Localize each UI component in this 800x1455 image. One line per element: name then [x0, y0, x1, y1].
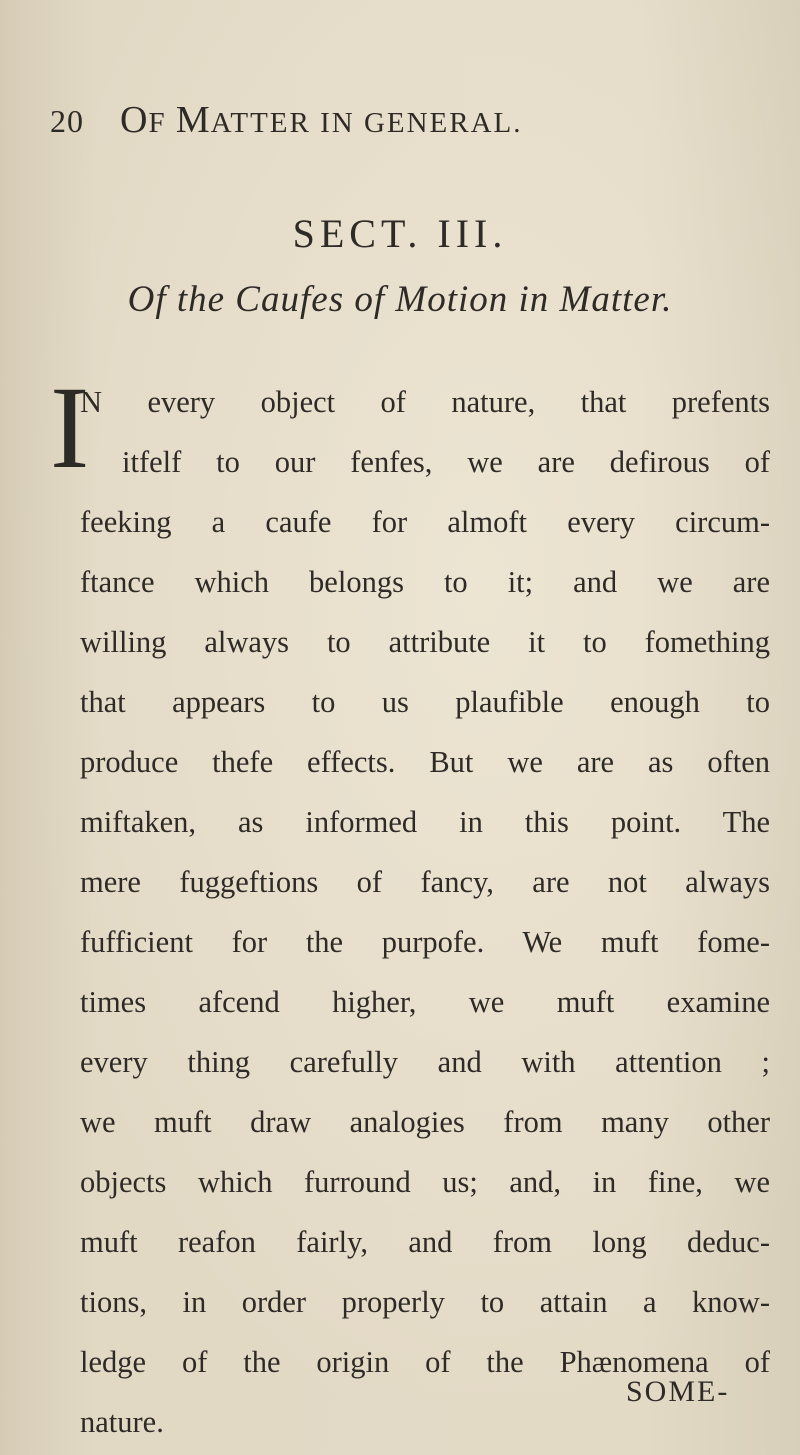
text-line: N every object of nature, that prefents [80, 385, 770, 419]
text-line: nature. [80, 1405, 164, 1439]
opening-lines [50, 362, 770, 493]
text-line: muft reafon fairly, and from long deduc- [80, 1225, 770, 1259]
text-line: times afcend higher, we muft examine [80, 985, 770, 1019]
drop-cap: I [50, 362, 90, 493]
text-line: produce thefe effects. But we are as often [80, 745, 770, 779]
section-heading: SECT. III. [292, 211, 508, 256]
catchword: SOME- [626, 1375, 730, 1408]
section-subtitle: Of the Caufes of Motion in Matter. [127, 279, 673, 320]
text-line: ftance which belongs to it; and we are [80, 565, 770, 599]
text-line: tions, in order properly to attain a know- [80, 1285, 770, 1319]
running-head-rest-2: ATTER IN GENERAL. [210, 107, 523, 139]
text-line: itfelf to our fenfes, we are defirous of [122, 445, 770, 479]
text-line: that appears to us plaufible enough to [80, 685, 770, 719]
running-head-rest-1: F [148, 107, 176, 139]
text-line: we muft draw analogies from many other [80, 1105, 770, 1139]
running-head [50, 98, 790, 142]
text-line: ledge of the origin of the Phænomena of [80, 1345, 770, 1379]
text-line: fufficient for the purpofe. We muft fome- [80, 925, 770, 959]
body-text [50, 362, 770, 1452]
text-line: miftaken, as informed in this point. The [80, 805, 770, 839]
text-line: every thing carefully and with attention ; [80, 1045, 770, 1079]
text-line: objects which furround us; and, in fine, we [80, 1165, 770, 1199]
text-line: feeking a caufe for almoft every circum- [80, 505, 770, 539]
page-number: 20 [50, 103, 84, 139]
running-head-initial-2: M [175, 99, 211, 141]
text-line: mere fuggeftions of fancy, are not always [80, 865, 770, 899]
running-head-initial-1: O [120, 99, 149, 141]
text-line: willing always to attribute it to fomething [80, 625, 770, 659]
